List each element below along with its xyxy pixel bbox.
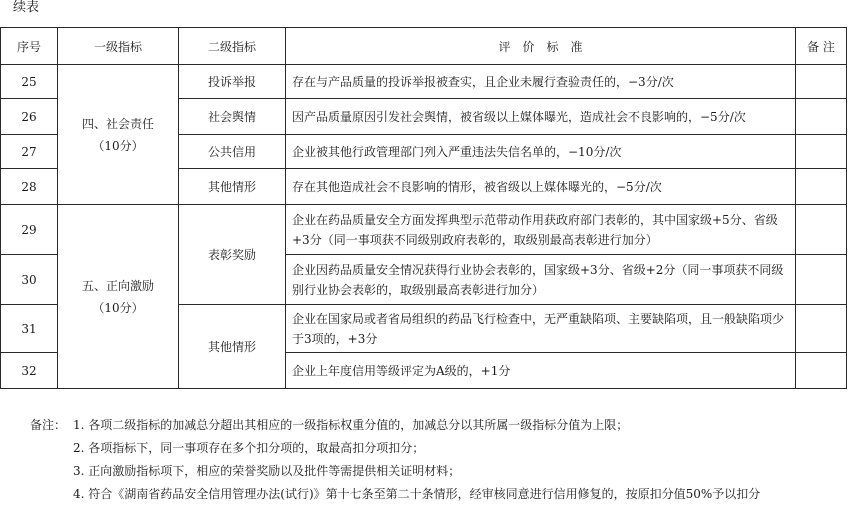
criteria-cell: 因产品质量原因引发社会舆情，被省级以上媒体曝光，造成社会不良影响的，−5分/次	[286, 99, 796, 135]
notes-label: 备注：	[30, 418, 67, 432]
remark-cell	[796, 353, 847, 389]
remark-cell	[796, 169, 847, 205]
criteria-cell: 存在其他造成社会不良影响的情形，被省级以上媒体曝光的，−5分/次	[286, 169, 796, 205]
level2-cell: 表彰奖励	[179, 205, 286, 305]
criteria-cell: 企业因药品质量安全情况获得行业协会表彰的，国家级+3分、省级+2分（同一事项获不同级别行业协会表彰的，取级别最高表彰进行加分）	[286, 255, 796, 305]
level1-score: （10分）	[92, 138, 144, 153]
row-no: 27	[1, 135, 58, 169]
note-item	[30, 437, 760, 460]
table-caption: 续表	[13, 0, 40, 15]
row-no: 28	[1, 169, 58, 205]
level2-cell: 社会舆情	[179, 99, 286, 135]
note-item	[30, 414, 760, 437]
header-criteria: 评 价 标 准	[286, 28, 796, 65]
table-row	[1, 65, 847, 99]
header-remark: 备 注	[796, 28, 847, 65]
notes-section	[30, 414, 760, 506]
level2-cell: 其他情形	[179, 169, 286, 205]
remark-cell	[796, 255, 847, 305]
level1-name: 四、社会责任	[81, 116, 154, 131]
note-text: 3. 正向激励指标项下，相应的荣誉奖励以及批件等需提供相关证明材料；	[73, 464, 461, 478]
note-text: 2. 各项指标下，同一事项存在多个扣分项的，取最高扣分项扣分；	[73, 441, 425, 455]
header-level1: 一级指标	[58, 28, 179, 65]
row-no: 31	[1, 305, 58, 353]
table-header-row	[1, 28, 847, 65]
remark-cell	[796, 65, 847, 99]
row-no: 30	[1, 255, 58, 305]
level2-cell: 公共信用	[179, 135, 286, 169]
level2-cell: 投诉举报	[179, 65, 286, 99]
level2-cell: 其他情形	[179, 305, 286, 389]
note-item	[30, 460, 760, 483]
row-no: 29	[1, 205, 58, 255]
level1-social-responsibility	[58, 65, 179, 205]
row-no: 32	[1, 353, 58, 389]
table-row	[1, 205, 847, 255]
header-no: 序号	[1, 28, 58, 65]
remark-cell	[796, 99, 847, 135]
note-item	[30, 483, 760, 506]
criteria-cell: 企业被其他行政管理部门列入严重违法失信名单的，−10分/次	[286, 135, 796, 169]
criteria-cell: 企业在国家局或者省局组织的药品飞行检查中，无严重缺陷项、主要缺陷项，且一般缺陷项少于3项的，+3分	[286, 305, 796, 353]
remark-cell	[796, 305, 847, 353]
criteria-cell: 存在与产品质量的投诉举报被查实，且企业未履行查验责任的，−3分/次	[286, 65, 796, 99]
evaluation-table	[0, 27, 847, 389]
note-text: 4. 符合《湖南省药品安全信用管理办法(试行)》第十七条至第二十条情形，经审核同意进行信用修复的，按原扣分值50%予以扣分	[73, 487, 761, 501]
row-no: 26	[1, 99, 58, 135]
header-level2: 二级指标	[179, 28, 286, 65]
criteria-cell: 企业在药品质量安全方面发挥典型示范带动作用获政府部门表彰的，其中国家级+5分、省级+3分（同一事项获不同级别政府表彰的，取级别最高表彰进行加分）	[286, 205, 796, 255]
remark-cell	[796, 135, 847, 169]
level1-score: （10分）	[92, 300, 144, 315]
level1-positive-incentive	[58, 205, 179, 389]
remark-cell	[796, 205, 847, 255]
level1-name: 五、正向激励	[81, 278, 154, 293]
criteria-cell: 企业上年度信用等级评定为A级的，+1分	[286, 353, 796, 389]
row-no: 25	[1, 65, 58, 99]
note-text: 1. 各项二级指标的加减总分超出其相应的一级指标权重分值的，加减总分以其所属一级指标分值为上限；	[73, 418, 629, 432]
